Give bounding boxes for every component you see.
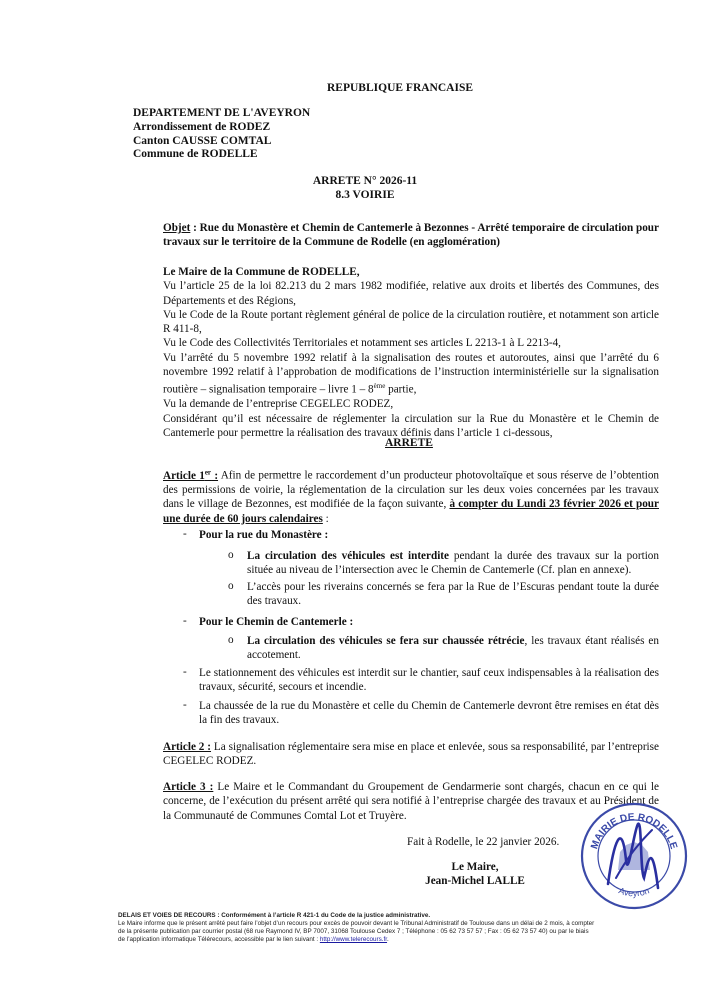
header-block <box>133 107 310 162</box>
article-1-label-sup: er <box>204 468 212 476</box>
article-3-text: Le Maire et le Commandant du Groupement de Gendarmerie sont chargés, chacun en ce qui le concerne, de l’exécution du présent arrêté qui sera notifié à l’entreprise chargée des travaux et au Président de la Communauté de Communes Comtal Lot et Truyère. <box>163 781 659 822</box>
preamble-line-4-end: partie, <box>385 384 417 397</box>
article-2-text: La signalisation réglementaire sera mise en place et enlevée, sous sa responsabilité, par l’entreprise CEGELEC RODEZ. <box>163 741 659 768</box>
preamble-line-5: Vu la demande de l’entreprise CEGELEC RODEZ, <box>163 398 394 411</box>
signature-name: Jean-Michel LALLE <box>425 875 525 888</box>
dash-bullet: - <box>183 666 187 678</box>
republic-heading: REPUBLIQUE FRANCAISE <box>327 82 474 94</box>
arrondissement-line: Arrondissement de RODEZ <box>133 120 271 133</box>
department-line: DEPARTEMENT DE L'AVEYRON <box>133 107 311 119</box>
monastere-item-1-bold: La circulation des véhicules est interdite <box>247 550 449 562</box>
article-1-end: : <box>322 512 329 525</box>
cantemerle-title: Pour le Chemin de Cantemerle : <box>199 616 354 628</box>
article-2-paragraph <box>163 740 659 769</box>
decree-heading <box>300 175 430 203</box>
preamble-line-4-text: Vu l’arrêté du 5 novembre 1992 relatif à la signalisation des routes et autoroutes, ainsi que l’arrêté du 6 novembre 1992 relatif à l’approbation de modifications de l’instruction interministérielle sur la signalisation routière – signalisation temporaire – livre 1 – 8 <box>163 351 659 397</box>
monastere-item-2: L’accès pour les riverains concernés se fera par la Rue de l’Escuras pendant toute la durée des travaux. <box>247 581 659 608</box>
canton-line: Canton CAUSSE COMTAL <box>133 134 272 147</box>
arrete-title: ARRETE <box>385 437 433 449</box>
cantemerle-item-1 <box>247 634 659 663</box>
article-3-label: Article 3 : <box>163 781 214 793</box>
preamble-line-6: Considérant qu’il est nécessaire de réglementer la circulation sur la Rue du Monastère et le Chemin de Cantemerle pour permettre la réalisation des travaux définis dans l’article 1 ci-dessous, <box>163 412 659 439</box>
restore-item: La chaussée de la rue du Monastère et celle du Chemin de Cantemerle devront être remises en état dès la fin des travaux. <box>199 700 659 727</box>
monastere-title: Pour la rue du Monastère : <box>199 529 329 541</box>
preamble-line-1: Vu l’article 25 de la loi 82.213 du 2 mars 1982 modifiée, relative aux droits et libertés des Communes, des Départements et des Régions, <box>163 280 659 307</box>
dash-bullet: - <box>183 615 187 627</box>
footer-title: DELAIS ET VOIES DE RECOURS : Conformément à l’article R 421-1 du Code de la justice administrative. <box>118 912 431 919</box>
cantemerle-item-1-text: , les travaux étant réalisés en accotement. <box>247 635 659 662</box>
footer-line-3-end: . <box>387 936 389 943</box>
article-1-label-colon: : <box>211 469 219 482</box>
footer-line-3 <box>118 936 698 944</box>
monastere-item-1 <box>247 549 659 578</box>
telerecours-link[interactable]: http://www.telerecours.fr <box>319 936 388 943</box>
preamble-line-2: Vu le Code de la Route portant règlement général de police de la circulation routière, et notamment son article R 411-8, <box>163 308 659 336</box>
article-1-paragraph <box>163 465 659 526</box>
object-label: Objet <box>163 222 191 234</box>
dash-bullet: - <box>183 699 187 711</box>
stamp-bottom-textpath: Aveyron <box>617 885 651 899</box>
signature-title: Le Maire, <box>451 861 499 873</box>
signature-block <box>410 860 540 889</box>
preamble-line-3: Vu le Code des Collectivités Territoriales et notamment ses articles L 2213-1 à L 2213-4, <box>163 337 561 350</box>
stamp-bottom-text <box>617 885 650 898</box>
mayor-line: Le Maire de la Commune de RODELLE, <box>163 266 360 278</box>
article-2-label: Article 2 : <box>163 741 212 753</box>
article-1-label-text: Article 1 <box>163 469 205 482</box>
footer-line-1: Le Maire informe que le présent arrêté peut faire l’objet d’un recours pour excès de pouvoir devant le Tribunal Administratif de Toulouse dans un délai de 2 mois, à compter <box>118 920 595 927</box>
place-date: Fait à Rodelle, le 22 janvier 2026. <box>407 836 560 848</box>
footer-line-3-text: de l’application informatique Télérecours, accessible par le lien suivant : <box>118 936 320 943</box>
article-1-text: Afin de permettre le raccordement d’un producteur photovoltaïque et sous réserve de l’obtention des permissions de voirie, la réglementation de la circulation sur les deux voies concernées par les travaux dans le village de Bezonnes, est modifiée de la façon suivante, <box>163 469 660 511</box>
footer-line-2: de la présente publication par courrier postal (68 rue Raymond IV, BP 7007, 31068 Toulouse Cedex 7 ; Téléphone : 05 62 73 57 57 ; Fax : 05 62 73 57 40) ou par le biais <box>118 928 589 935</box>
preamble-line-4 <box>163 351 659 398</box>
circle-bullet: o <box>228 634 234 646</box>
decree-section: 8.3 VOIRIE <box>335 188 395 201</box>
object-text: : Rue du Monastère et Chemin de Cantemerle à Bezonnes - Arrêté temporaire de circulation pour travaux sur le territoire de la Commune de Rodelle (en agglomération) <box>163 222 659 249</box>
article-1-date: à compter du Lundi 23 février 2026 et pour une durée de 60 jours calendaires <box>163 498 659 525</box>
stamp-top-textpath: MAIRIE DE RODELLE <box>589 811 679 851</box>
preamble-line-4-sup: ème <box>373 382 386 391</box>
circle-bullet: o <box>228 549 234 561</box>
monastere-item-1-text: pendant la durée des travaux sur la portion située au niveau de l’intersection avec le Chemin de Cantemerle (Cf. plan en annexe). <box>247 550 659 577</box>
object-paragraph <box>163 221 659 250</box>
commune-line: Commune de RODELLE <box>133 148 258 161</box>
legal-footer <box>118 912 698 944</box>
dash-bullet: - <box>183 528 187 540</box>
article-1-label <box>163 470 218 482</box>
decree-number: ARRETE N° 2026-11 <box>312 175 418 187</box>
cantemerle-item-1-bold: La circulation des véhicules se fera sur chaussée rétrécie <box>247 635 525 647</box>
parking-item: Le stationnement des véhicules est interdit sur le chantier, sauf ceux indispensables à la réalisation des travaux, sécurité, secours et incendie. <box>199 667 659 694</box>
preamble <box>163 265 659 440</box>
circle-bullet: o <box>228 580 234 592</box>
official-stamp <box>578 800 690 912</box>
